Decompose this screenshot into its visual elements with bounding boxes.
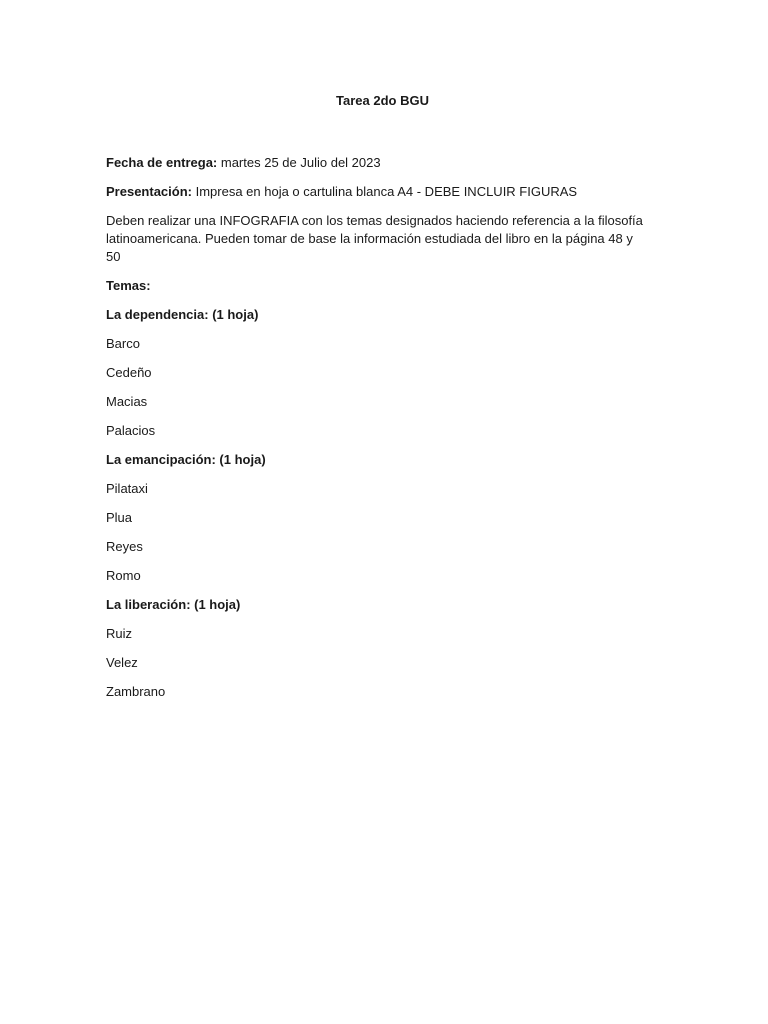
topics-label: Temas: [106, 278, 151, 293]
due-date-label: Fecha de entrega: [106, 155, 218, 170]
presentation-line [106, 183, 666, 201]
presentation-label: Presentación: [106, 184, 192, 199]
document-content [106, 92, 666, 712]
student-name: Pilataxi [106, 481, 148, 496]
student-name: Barco [106, 336, 140, 351]
group-heading-dependencia: La dependencia: (1 hoja) [106, 307, 259, 322]
due-date-line [106, 154, 666, 172]
student-name: Palacios [106, 423, 156, 438]
student-name: Ruiz [106, 626, 133, 641]
document-title: Tarea 2do BGU [336, 93, 429, 108]
group-heading-liberacion: La liberación: (1 hoja) [106, 597, 241, 612]
student-name: Cedeño [106, 365, 152, 380]
group-heading-emancipacion: La emancipación: (1 hoja) [106, 452, 266, 467]
student-name: Romo [106, 568, 141, 583]
due-date-value: martes 25 de Julio del 2023 [217, 155, 381, 170]
student-name: Macias [106, 394, 148, 409]
instructions-paragraph: Deben realizar una INFOGRAFIA con los temas designados haciendo referencia a la filosofía latinoamericana. Pueden tomar de base la información estudiada del libro en la página 48 y 50 [106, 213, 643, 264]
presentation-value: Impresa en hoja o cartulina blanca A4 - DEBE INCLUIR FIGURAS [191, 184, 578, 199]
student-name: Plua [106, 510, 133, 525]
student-name: Reyes [106, 539, 143, 554]
student-name: Velez [106, 655, 138, 670]
student-name: Zambrano [106, 684, 166, 699]
